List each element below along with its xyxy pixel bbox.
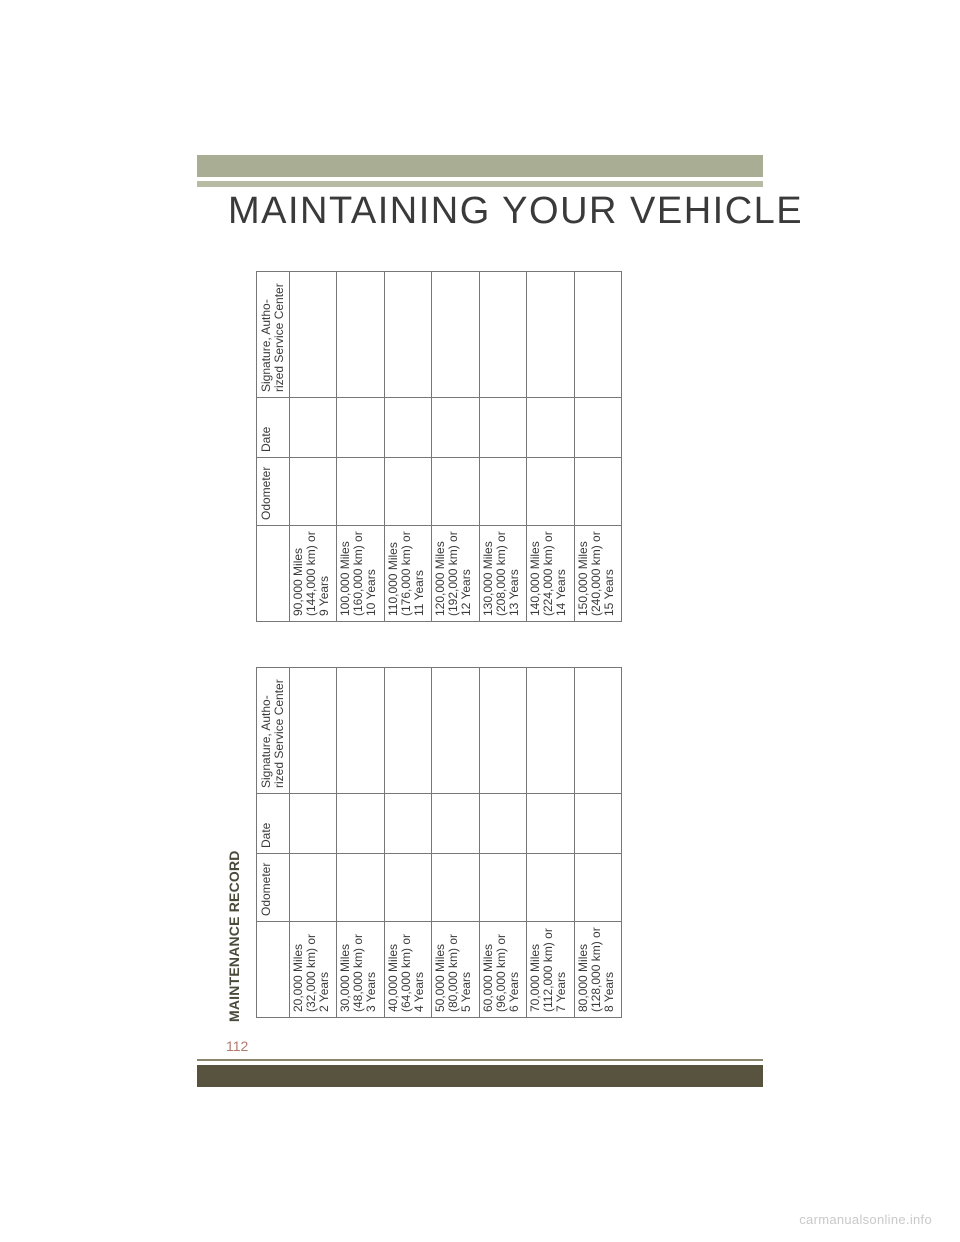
interval-cell [527,526,574,622]
interval-line: 14 Years [554,569,569,616]
interval-cell [527,922,574,1018]
odometer-cell[interactable] [384,458,431,526]
interval-header [257,526,290,622]
header-bar [197,155,763,177]
interval-cell [432,922,479,1018]
signature-header-line: rized Service Center [272,283,286,392]
interval-line: 110,000 Miles [385,542,400,616]
date-cell[interactable] [289,398,336,458]
interval-cell [574,526,621,622]
interval-line: 2 Years [316,971,331,1012]
signature-header-line: rized Service Center [272,679,286,788]
interval-line: (112,000 km) or [541,928,556,1012]
table-row [432,668,479,1018]
signature-header-line: Signature, Autho- [259,695,273,788]
interval-cell [337,526,384,622]
date-cell[interactable] [527,794,574,854]
signature-cell[interactable] [479,272,526,398]
record-table-grid [256,271,622,622]
date-cell[interactable] [574,398,621,458]
signature-cell[interactable] [337,272,384,398]
footer-divider [197,1059,763,1061]
interval-line: (192,000 km) or [446,531,461,616]
table-row [337,272,384,622]
interval-line: (48,000 km) or [351,933,366,1012]
interval-line: (176,000 km) or [398,531,413,616]
interval-line: 12 Years [459,569,474,616]
interval-cell [479,526,526,622]
date-cell[interactable] [432,398,479,458]
interval-line: 30,000 Miles [338,943,353,1012]
interval-cell [479,922,526,1018]
signature-cell[interactable] [337,668,384,794]
interval-line: 11 Years [411,570,426,616]
odometer-cell[interactable] [289,854,336,922]
record-table-grid [256,667,622,1018]
signature-cell[interactable] [432,272,479,398]
odometer-cell[interactable] [337,458,384,526]
interval-line: (224,000 km) or [541,531,556,616]
interval-cell [289,526,336,622]
odometer-cell[interactable] [574,458,621,526]
interval-cell [384,922,431,1018]
signature-cell[interactable] [479,668,526,794]
odometer-cell[interactable] [337,854,384,922]
date-cell[interactable] [337,794,384,854]
interval-line: 15 Years [601,569,616,616]
table-header-row [257,668,290,1018]
table-row [384,668,431,1018]
odometer-cell[interactable] [289,458,336,526]
interval-line: 100,000 Miles [338,541,353,616]
interval-line: 80,000 Miles [575,943,590,1012]
signature-cell[interactable] [384,668,431,794]
table-row [574,272,621,622]
odometer-cell[interactable] [527,458,574,526]
signature-cell[interactable] [384,272,431,398]
odometer-cell[interactable] [479,458,526,526]
date-cell[interactable] [574,794,621,854]
date-cell[interactable] [289,794,336,854]
interval-line: (208,000 km) or [493,531,508,616]
header-divider [197,181,763,187]
interval-line: 7 Years [554,971,569,1012]
signature-cell[interactable] [527,668,574,794]
interval-line: 3 Years [364,971,379,1012]
interval-line: (96,000 km) or [493,933,508,1012]
odometer-cell[interactable] [432,854,479,922]
table-row [574,668,621,1018]
signature-cell[interactable] [432,668,479,794]
table-row [527,272,574,622]
interval-line: 130,000 Miles [480,541,495,616]
interval-line: 90,000 Miles [290,547,305,616]
signature-cell[interactable] [574,668,621,794]
odometer-cell[interactable] [479,854,526,922]
table-row [479,668,526,1018]
page-number: 112 [226,1038,249,1054]
table-row [289,272,336,622]
interval-line: 8 Years [601,971,616,1012]
date-cell[interactable] [337,398,384,458]
odometer-cell[interactable] [574,854,621,922]
date-cell[interactable] [479,794,526,854]
date-cell[interactable] [527,398,574,458]
interval-line: (144,000 km) or [303,531,318,616]
interval-line: 10 Years [364,569,379,616]
interval-line: (80,000 km) or [446,933,461,1012]
interval-cell [384,526,431,622]
chapter-title: MAINTAINING YOUR VEHICLE [228,190,804,232]
odometer-header: Odometer [257,854,290,922]
signature-header-line: Signature, Autho- [259,299,273,392]
table-row [289,668,336,1018]
table-row [432,272,479,622]
table-row [384,272,431,622]
odometer-cell[interactable] [432,458,479,526]
interval-line: 150,000 Miles [575,541,590,616]
table-row [479,272,526,622]
interval-line: 5 Years [459,971,474,1012]
interval-line: (160,000 km) or [351,531,366,616]
interval-cell [289,922,336,1018]
interval-line: 50,000 Miles [433,943,448,1012]
date-header: Date [257,398,290,458]
signature-cell[interactable] [289,272,336,398]
table-row [337,668,384,1018]
footer-bar [197,1065,763,1087]
table-row [527,668,574,1018]
interval-line: 40,000 Miles [385,943,400,1012]
interval-line: 60,000 Miles [480,943,495,1012]
interval-line: 70,000 Miles [528,943,543,1012]
odometer-cell[interactable] [527,854,574,922]
interval-line: 9 Years [316,575,331,616]
odometer-cell[interactable] [384,854,431,922]
interval-cell [574,922,621,1018]
interval-header [257,922,290,1018]
interval-line: 6 Years [506,971,521,1012]
date-cell[interactable] [479,398,526,458]
date-cell[interactable] [384,398,431,458]
odometer-header: Odometer [257,458,290,526]
watermark: carmanualsonline.info [799,1212,932,1227]
signature-cell[interactable] [574,272,621,398]
interval-line: (128,000 km) or [588,927,603,1012]
interval-line: 4 Years [411,971,426,1012]
signature-cell[interactable] [527,272,574,398]
interval-line: 13 Years [506,569,521,616]
date-header: Date [257,794,290,854]
interval-line: (64,000 km) or [398,933,413,1012]
table-header-row [257,272,290,622]
date-cell[interactable] [432,794,479,854]
signature-header [257,272,290,398]
interval-line: 140,000 Miles [528,541,543,616]
interval-line: (240,000 km) or [588,531,603,616]
date-cell[interactable] [384,794,431,854]
signature-cell[interactable] [289,668,336,794]
interval-cell [432,526,479,622]
interval-line: 120,000 Miles [433,541,448,616]
signature-header [257,668,290,794]
interval-line: 20,000 Miles [290,943,305,1012]
interval-cell [337,922,384,1018]
interval-line: (32,000 km) or [303,933,318,1012]
section-title: MAINTENANCE RECORD [226,850,242,1022]
